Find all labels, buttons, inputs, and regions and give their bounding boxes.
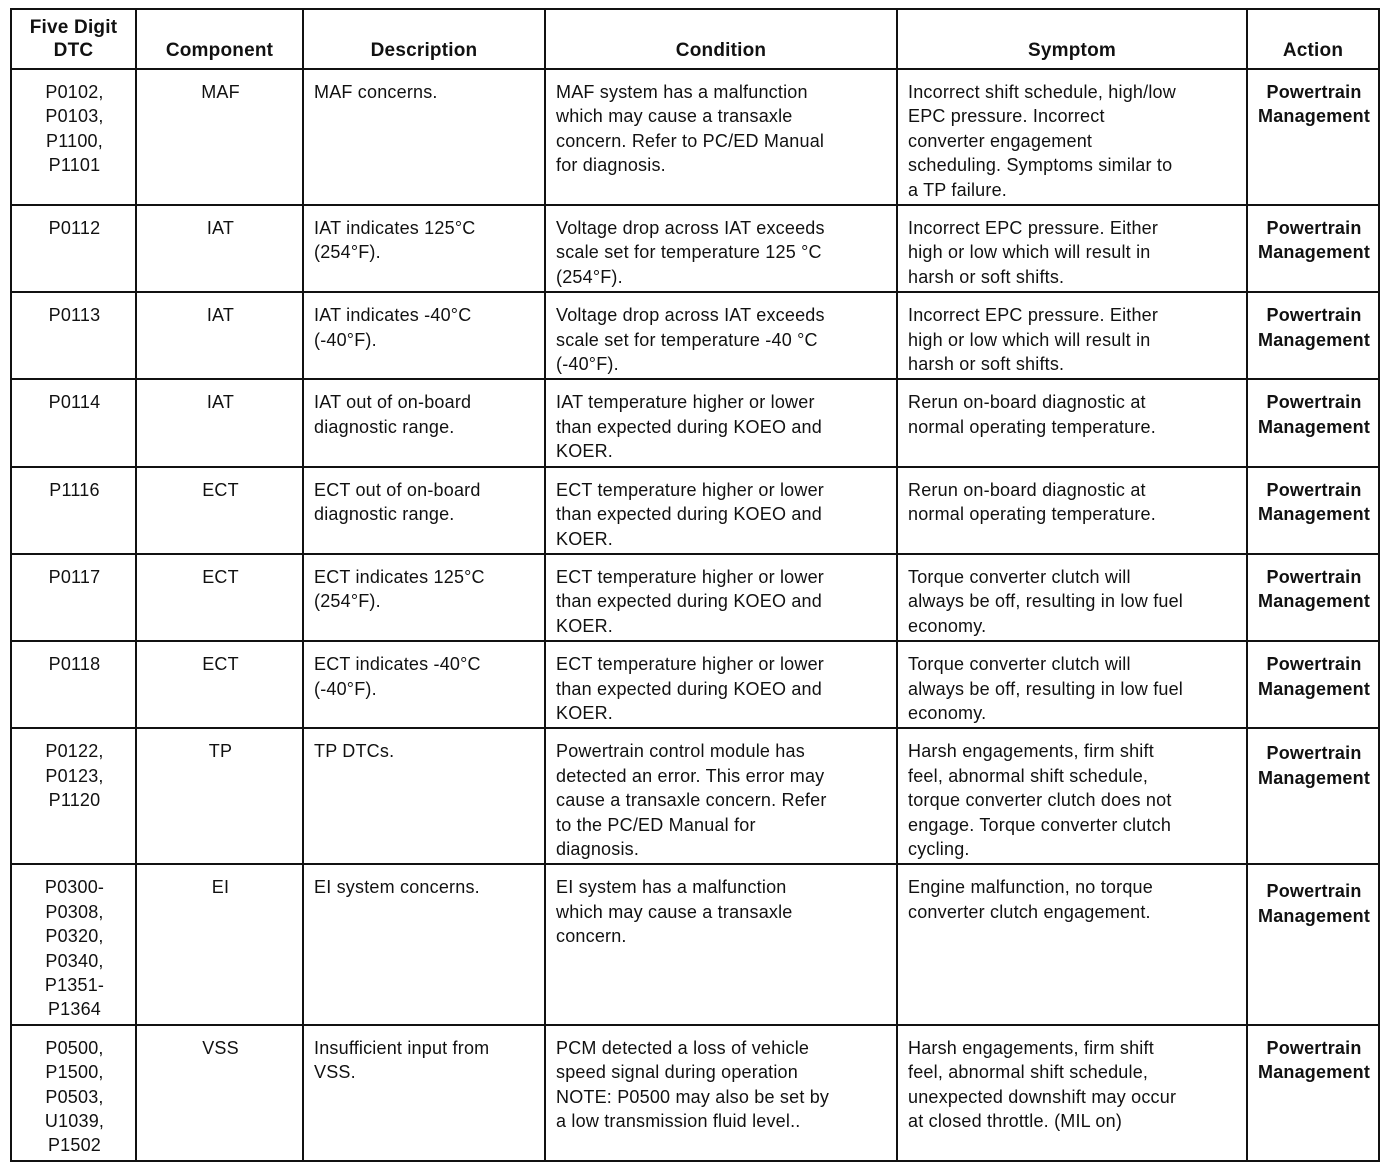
component-cell: MAF (136, 69, 303, 205)
header-component: Component (136, 9, 303, 69)
table-row (11, 69, 1379, 205)
component-cell: ECT (136, 554, 303, 641)
component-cell: IAT (136, 205, 303, 292)
action-cell: Powertrain Management (1247, 292, 1379, 379)
table-row (11, 467, 1379, 554)
header-condition: Condition (545, 9, 897, 69)
dtc-cell: P1116 (11, 467, 136, 554)
description-cell: IAT indicates -40°C (-40°F). (303, 292, 545, 379)
action-cell: Powertrain Management (1247, 379, 1379, 466)
description-cell: EI system concerns. (303, 864, 545, 1024)
dtc-table (10, 8, 1380, 1162)
condition-cell: EI system has a malfunction which may cause a transaxle concern. (545, 864, 897, 1024)
symptom-cell: Incorrect shift schedule, high/low EPC pressure. Incorrect converter engagement scheduling. Symptoms similar to a TP failure. (897, 69, 1247, 205)
dtc-cell: P0300- P0308, P0320, P0340, P1351- P1364 (11, 864, 136, 1024)
header-symptom: Symptom (897, 9, 1247, 69)
condition-cell: ECT temperature higher or lower than expected during KOEO and KOER. (545, 554, 897, 641)
symptom-cell: Rerun on-board diagnostic at normal operating temperature. (897, 467, 1247, 554)
dtc-cell: P0102, P0103, P1100, P1101 (11, 69, 136, 205)
table-row (11, 864, 1379, 1024)
symptom-cell: Incorrect EPC pressure. Either high or low which will result in harsh or soft shifts. (897, 292, 1247, 379)
dtc-cell: P0117 (11, 554, 136, 641)
component-cell: VSS (136, 1025, 303, 1161)
symptom-cell: Torque converter clutch will always be off, resulting in low fuel economy. (897, 554, 1247, 641)
action-cell: Powertrain Management (1247, 205, 1379, 292)
table-row (11, 379, 1379, 466)
table-row (11, 728, 1379, 864)
description-cell: ECT out of on-board diagnostic range. (303, 467, 545, 554)
dtc-cell: P0112 (11, 205, 136, 292)
action-cell: Powertrain Management (1247, 1025, 1379, 1161)
component-cell: EI (136, 864, 303, 1024)
symptom-cell: Harsh engagements, firm shift feel, abnormal shift schedule, torque converter clutch does not engage. Torque converter clutch cycling. (897, 728, 1247, 864)
header-action: Action (1247, 9, 1379, 69)
symptom-cell: Incorrect EPC pressure. Either high or low which will result in harsh or soft shifts. (897, 205, 1247, 292)
action-cell: Powertrain Management (1247, 864, 1379, 1024)
symptom-cell: Harsh engagements, firm shift feel, abnormal shift schedule, unexpected downshift may occur at closed throttle. (MIL on) (897, 1025, 1247, 1161)
description-cell: ECT indicates 125°C (254°F). (303, 554, 545, 641)
action-cell: Powertrain Management (1247, 467, 1379, 554)
table-row (11, 205, 1379, 292)
condition-cell: Voltage drop across IAT exceeds scale set for temperature -40 °C (-40°F). (545, 292, 897, 379)
action-cell: Powertrain Management (1247, 554, 1379, 641)
header-row (11, 9, 1379, 69)
action-cell: Powertrain Management (1247, 728, 1379, 864)
table-row (11, 292, 1379, 379)
component-cell: TP (136, 728, 303, 864)
symptom-cell: Rerun on-board diagnostic at normal operating temperature. (897, 379, 1247, 466)
table-row (11, 554, 1379, 641)
description-cell: MAF concerns. (303, 69, 545, 205)
header-description: Description (303, 9, 545, 69)
description-cell: IAT indicates 125°C (254°F). (303, 205, 545, 292)
component-cell: IAT (136, 292, 303, 379)
condition-cell: PCM detected a loss of vehicle speed signal during operation NOTE: P0500 may also be set by a low transmission fluid level.. (545, 1025, 897, 1161)
condition-cell: MAF system has a malfunction which may cause a transaxle concern. Refer to PC/ED Manual for diagnosis. (545, 69, 897, 205)
description-cell: ECT indicates -40°C (-40°F). (303, 641, 545, 728)
dtc-cell: P0500, P1500, P0503, U1039, P1502 (11, 1025, 136, 1161)
component-cell: ECT (136, 641, 303, 728)
condition-cell: Voltage drop across IAT exceeds scale set for temperature 125 °C (254°F). (545, 205, 897, 292)
condition-cell: IAT temperature higher or lower than expected during KOEO and KOER. (545, 379, 897, 466)
condition-cell: ECT temperature higher or lower than expected during KOEO and KOER. (545, 467, 897, 554)
dtc-cell: P0118 (11, 641, 136, 728)
description-cell: Insufficient input from VSS. (303, 1025, 545, 1161)
description-cell: IAT out of on-board diagnostic range. (303, 379, 545, 466)
description-cell: TP DTCs. (303, 728, 545, 864)
action-cell: Powertrain Management (1247, 641, 1379, 728)
condition-cell: ECT temperature higher or lower than expected during KOEO and KOER. (545, 641, 897, 728)
dtc-cell: P0122, P0123, P1120 (11, 728, 136, 864)
dtc-cell: P0113 (11, 292, 136, 379)
condition-cell: Powertrain control module has detected an error. This error may cause a transaxle concern. Refer to the PC/ED Manual for diagnosis. (545, 728, 897, 864)
action-cell: Powertrain Management (1247, 69, 1379, 205)
symptom-cell: Torque converter clutch will always be off, resulting in low fuel economy. (897, 641, 1247, 728)
table-row (11, 641, 1379, 728)
symptom-cell: Engine malfunction, no torque converter clutch engagement. (897, 864, 1247, 1024)
table-row (11, 1025, 1379, 1161)
component-cell: ECT (136, 467, 303, 554)
component-cell: IAT (136, 379, 303, 466)
header-dtc: Five Digit DTC (11, 9, 136, 69)
dtc-cell: P0114 (11, 379, 136, 466)
